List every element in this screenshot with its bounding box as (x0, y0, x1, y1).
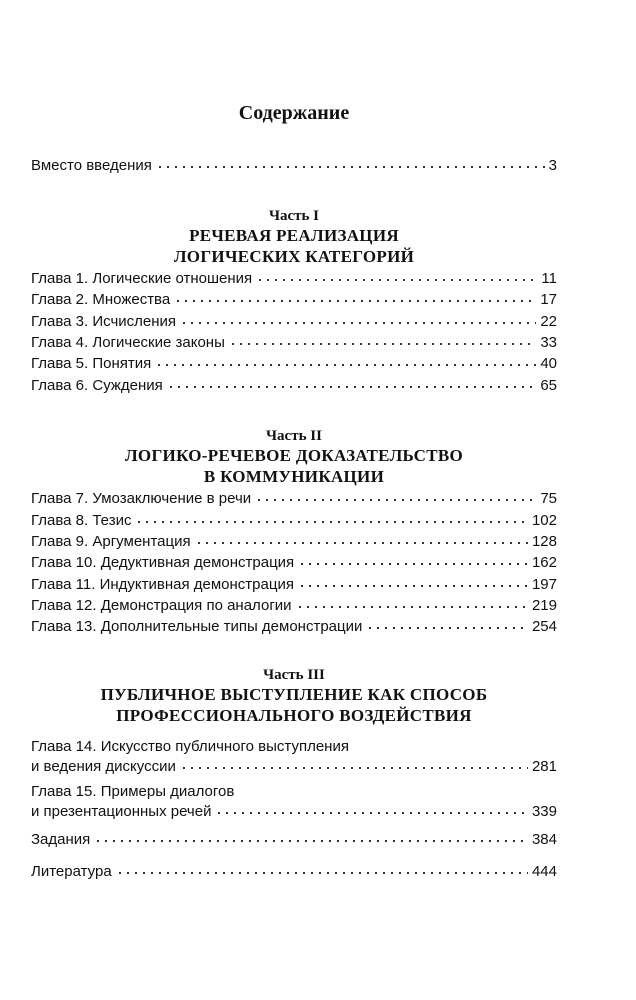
dot-leader (155, 363, 536, 367)
toc-entry-intro[interactable] (31, 156, 557, 176)
toc-entry-label: Литература (31, 863, 112, 880)
toc-entry-label: Глава 4. Логические законы (31, 334, 225, 351)
toc-entry-label: Глава 10. Дедуктивная демонстрация (31, 554, 295, 571)
toc-entry-page: 339 (531, 803, 557, 820)
dot-leader (180, 321, 536, 325)
toc-entry-label: Глава 5. Понятия (31, 355, 152, 372)
dot-leader (215, 811, 528, 815)
toc-entry-page: 22 (540, 313, 557, 330)
toc-entry-page: 11 (541, 270, 557, 287)
toc-entry-label: Задания (31, 831, 91, 848)
dot-leader (255, 498, 536, 502)
toc-entry-label: Глава 3. Исчисления (31, 313, 177, 330)
dot-leader (195, 541, 528, 545)
toc-entry-label: и ведения дискуссии (31, 758, 176, 775)
toc-entry-chapter-2[interactable] (31, 290, 557, 310)
dot-leader (174, 299, 536, 303)
dot-leader (366, 626, 528, 630)
part-title-line: ЛОГИКО-РЕЧЕВОЕ ДОКАЗАТЕЛЬСТВО (124, 446, 464, 465)
toc-entry-page: 33 (540, 334, 557, 351)
toc-entry-page: 128 (531, 533, 557, 550)
toc-entry-page: 219 (531, 597, 557, 614)
part-title-line: ЛОГИЧЕСКИХ КАТЕГОРИЙ (173, 247, 415, 266)
toc-entry-page: 254 (531, 618, 557, 635)
page-title: Содержание (238, 102, 350, 124)
toc-entry-chapter-15-line1[interactable]: Глава 15. Примеры диалогов (31, 783, 235, 800)
toc-entry-label: Глава 11. Индуктивная демонстрация (31, 576, 294, 593)
toc-entry-page: 281 (531, 758, 557, 775)
toc-entry-chapter-9[interactable] (31, 532, 557, 552)
dot-leader (180, 766, 528, 770)
part-number: Часть I (268, 208, 320, 224)
dot-leader (94, 839, 528, 843)
dot-leader (116, 871, 528, 875)
toc-entry-label: Глава 13. Дополнительные типы демонстрации (31, 618, 363, 635)
toc-entry-chapter-1[interactable] (31, 269, 557, 289)
toc-entry-tasks[interactable] (31, 830, 557, 850)
dot-leader (135, 520, 528, 524)
dot-leader (298, 584, 528, 588)
toc-entry-label: Глава 9. Аргументация (31, 533, 191, 550)
part-title-line: РЕЧЕВАЯ РЕАЛИЗАЦИЯ (189, 226, 399, 245)
toc-entry-page: 102 (531, 512, 557, 529)
toc-entry-label: Глава 2. Множества (31, 291, 171, 308)
dot-leader (229, 342, 536, 346)
toc-entry-page: 3 (548, 157, 557, 174)
part-title-line: ПУБЛИЧНОЕ ВЫСТУПЛЕНИЕ КАК СПОСОБ (100, 685, 488, 704)
part-3-heading (31, 666, 557, 726)
toc-entry-chapter-8[interactable] (31, 511, 557, 531)
toc-entry-page: 444 (531, 863, 557, 880)
part-number: Часть II (266, 428, 322, 444)
toc-entry-page: 162 (531, 554, 557, 571)
toc-entry-label: Глава 7. Умозаключение в речи (31, 490, 252, 507)
part-2-heading (31, 427, 557, 487)
part-title-line: ПРОФЕССИОНАЛЬНОГО ВОЗДЕЙСТВИЯ (116, 706, 472, 725)
part-title-line: В КОММУНИКАЦИИ (203, 467, 385, 486)
toc-entry-label: Глава 8. Тезис (31, 512, 132, 529)
toc-entry-chapter-5[interactable] (31, 354, 557, 374)
toc-entry-page: 75 (540, 490, 557, 507)
dot-leader (296, 605, 528, 609)
toc-entry-page: 65 (540, 377, 557, 394)
part-number: Часть III (263, 667, 325, 683)
dot-leader (156, 165, 545, 169)
toc-entry-chapter-3[interactable] (31, 312, 557, 332)
toc-entry-literature[interactable] (31, 862, 557, 882)
dot-leader (298, 562, 528, 566)
dot-leader (167, 385, 537, 389)
toc-entry-chapter-10[interactable] (31, 553, 557, 573)
dot-leader (256, 278, 537, 282)
toc-entry-chapter-7[interactable] (31, 489, 557, 509)
toc-entry-page: 384 (531, 831, 557, 848)
toc-entry-chapter-13[interactable] (31, 617, 557, 637)
toc-entry-chapter-6[interactable] (31, 376, 557, 396)
toc-entry-chapter-11[interactable] (31, 575, 557, 595)
toc-entry-label: Глава 12. Демонстрация по аналогии (31, 597, 292, 614)
toc-entry-label: Глава 6. Суждения (31, 377, 163, 394)
toc-entry-chapter-4[interactable] (31, 333, 557, 353)
toc-entry-chapter-12[interactable] (31, 596, 557, 616)
toc-entry-label: и презентационных речей (31, 803, 212, 820)
toc-entry-page: 197 (531, 576, 557, 593)
toc-entry-chapter-15[interactable] (31, 802, 557, 822)
toc-entry-chapter-14[interactable] (31, 757, 557, 777)
toc-entry-page: 40 (540, 355, 557, 372)
toc-entry-chapter-14-line1[interactable]: Глава 14. Искусство публичного выступления (31, 738, 349, 755)
toc-entry-label: Вместо введения (31, 157, 152, 174)
part-1-heading (31, 207, 557, 267)
toc-entry-label: Глава 1. Логические отношения (31, 270, 253, 287)
toc-entry-page: 17 (540, 291, 557, 308)
